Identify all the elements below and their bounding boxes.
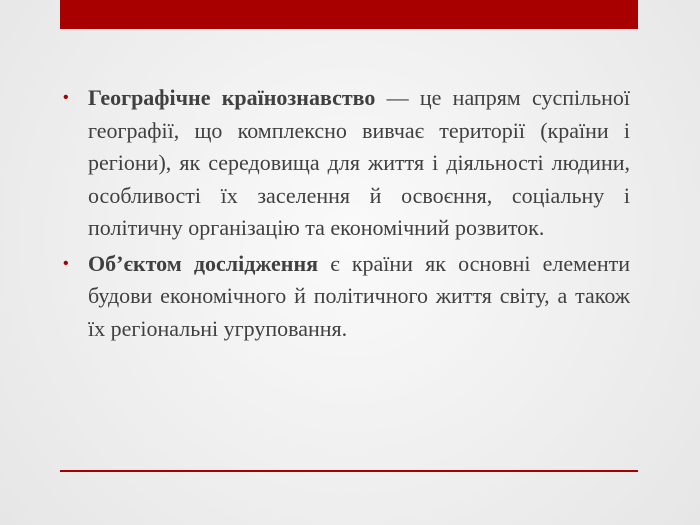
bullet-term: Об’єктом дослідження xyxy=(88,250,319,276)
top-accent-bar xyxy=(60,0,638,29)
bullet-text: є країни як основні елементи будови економічного й політичного життя світу, а також їх регіональні угруповання. xyxy=(88,250,630,341)
bullet-term: Географічне країнознавство xyxy=(88,85,376,110)
bullet-dot-icon: • xyxy=(63,89,69,106)
bullet-item-object xyxy=(63,248,630,346)
bullet-text: — це напрям суспільної географії, що комплексно вивчає території (країни і регіони), як середовища для життя і діяльності людини, особливості їх заселення й освоєння, соціальну і політичну організацію та економічний розвиток. xyxy=(88,85,630,240)
bullet-dot-icon: • xyxy=(63,254,69,272)
bullet-item-definition xyxy=(63,82,630,245)
slide-body xyxy=(63,82,630,348)
bottom-accent-rule xyxy=(60,470,638,472)
